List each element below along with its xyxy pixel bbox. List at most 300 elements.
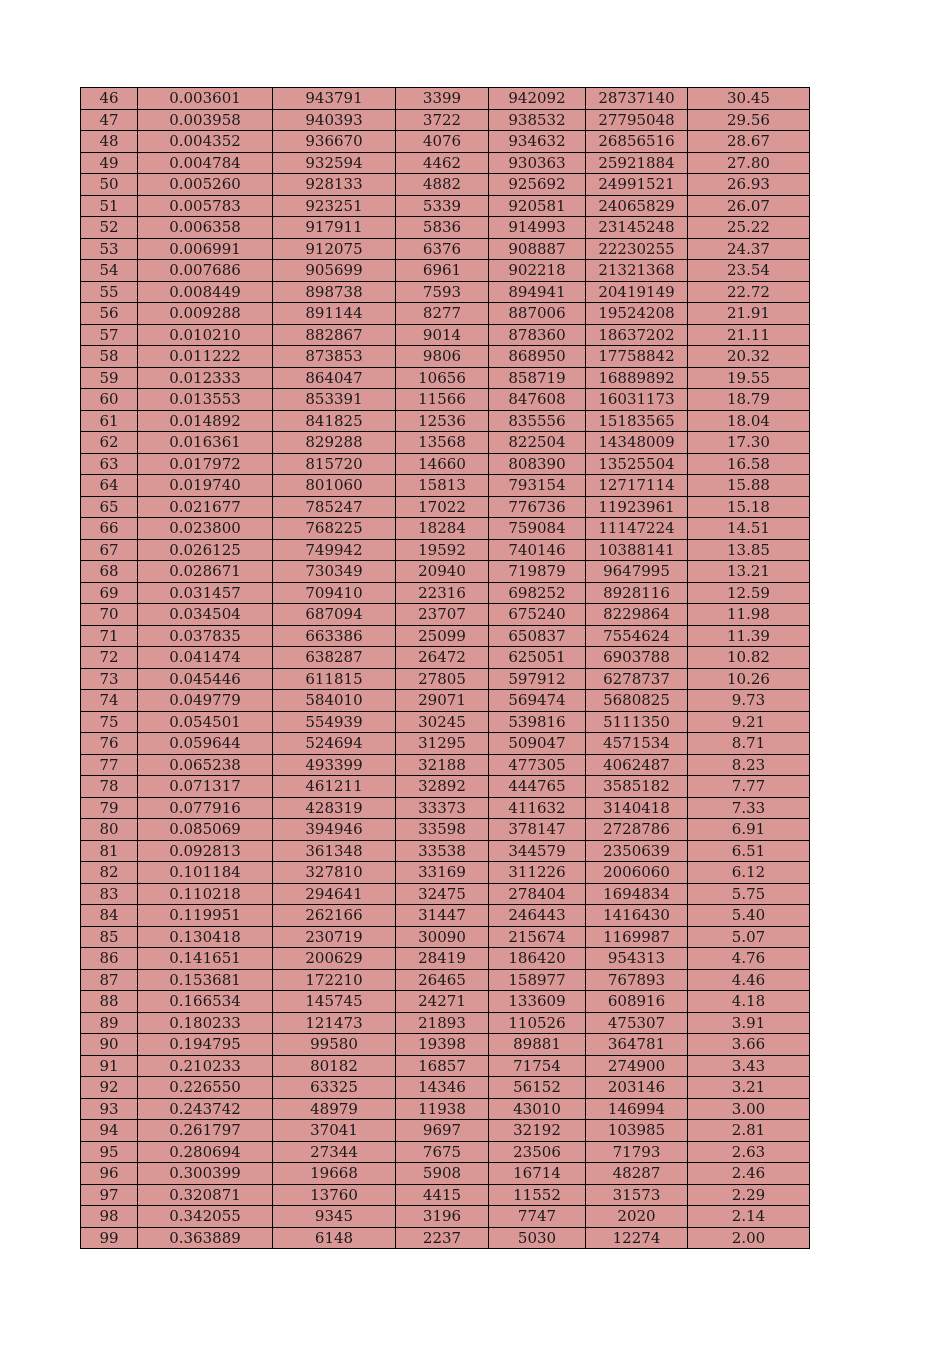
person-years-cell: 477305	[489, 754, 586, 776]
probability-cell: 0.004784	[138, 152, 273, 174]
deaths-cell: 7593	[396, 281, 489, 303]
age-cell: 51	[81, 195, 138, 217]
survivors-cell: 663386	[273, 625, 396, 647]
table-row	[81, 539, 810, 561]
deaths-cell: 26465	[396, 969, 489, 991]
deaths-cell: 15813	[396, 475, 489, 497]
probability-cell: 0.071317	[138, 776, 273, 798]
deaths-cell: 11938	[396, 1098, 489, 1120]
survivors-cell: 27344	[273, 1141, 396, 1163]
table-row	[81, 625, 810, 647]
deaths-cell: 9697	[396, 1120, 489, 1142]
age-cell: 52	[81, 217, 138, 239]
life-expectancy-cell: 3.21	[688, 1077, 810, 1099]
deaths-cell: 31447	[396, 905, 489, 927]
survivors-cell: 912075	[273, 238, 396, 260]
person-years-cell: 539816	[489, 711, 586, 733]
life-expectancy-cell: 20.32	[688, 346, 810, 368]
deaths-cell: 4076	[396, 131, 489, 153]
total-person-years-cell: 8229864	[586, 604, 688, 626]
table-row	[81, 475, 810, 497]
table-body	[81, 88, 810, 1249]
table-row	[81, 905, 810, 927]
table-row	[81, 195, 810, 217]
survivors-cell: 936670	[273, 131, 396, 153]
probability-cell: 0.021677	[138, 496, 273, 518]
life-expectancy-cell: 10.82	[688, 647, 810, 669]
deaths-cell: 16857	[396, 1055, 489, 1077]
table-row	[81, 303, 810, 325]
age-cell: 61	[81, 410, 138, 432]
person-years-cell: 411632	[489, 797, 586, 819]
survivors-cell: 262166	[273, 905, 396, 927]
table-row	[81, 432, 810, 454]
life-expectancy-cell: 15.18	[688, 496, 810, 518]
survivors-cell: 37041	[273, 1120, 396, 1142]
deaths-cell: 33373	[396, 797, 489, 819]
table-row	[81, 88, 810, 110]
table-row	[81, 1184, 810, 1206]
person-years-cell: 808390	[489, 453, 586, 475]
survivors-cell: 230719	[273, 926, 396, 948]
age-cell: 72	[81, 647, 138, 669]
life-expectancy-cell: 9.73	[688, 690, 810, 712]
age-cell: 65	[81, 496, 138, 518]
deaths-cell: 8277	[396, 303, 489, 325]
probability-cell: 0.005783	[138, 195, 273, 217]
probability-cell: 0.023800	[138, 518, 273, 540]
life-expectancy-cell: 2.14	[688, 1206, 810, 1228]
table-row	[81, 991, 810, 1013]
total-person-years-cell: 24991521	[586, 174, 688, 196]
deaths-cell: 9014	[396, 324, 489, 346]
person-years-cell: 278404	[489, 883, 586, 905]
table-row	[81, 324, 810, 346]
deaths-cell: 10656	[396, 367, 489, 389]
probability-cell: 0.031457	[138, 582, 273, 604]
age-cell: 92	[81, 1077, 138, 1099]
age-cell: 89	[81, 1012, 138, 1034]
age-cell: 82	[81, 862, 138, 884]
probability-cell: 0.014892	[138, 410, 273, 432]
table-row	[81, 496, 810, 518]
survivors-cell: 394946	[273, 819, 396, 841]
table-row	[81, 1206, 810, 1228]
survivors-cell: 48979	[273, 1098, 396, 1120]
total-person-years-cell: 13525504	[586, 453, 688, 475]
table-row	[81, 690, 810, 712]
person-years-cell: 509047	[489, 733, 586, 755]
life-expectancy-cell: 23.54	[688, 260, 810, 282]
age-cell: 53	[81, 238, 138, 260]
person-years-cell: 378147	[489, 819, 586, 841]
survivors-cell: 145745	[273, 991, 396, 1013]
person-years-cell: 246443	[489, 905, 586, 927]
person-years-cell: 133609	[489, 991, 586, 1013]
life-expectancy-cell: 22.72	[688, 281, 810, 303]
total-person-years-cell: 1169987	[586, 926, 688, 948]
total-person-years-cell: 12717114	[586, 475, 688, 497]
person-years-cell: 894941	[489, 281, 586, 303]
deaths-cell: 20940	[396, 561, 489, 583]
person-years-cell: 311226	[489, 862, 586, 884]
person-years-cell: 878360	[489, 324, 586, 346]
survivors-cell: 584010	[273, 690, 396, 712]
life-expectancy-cell: 5.07	[688, 926, 810, 948]
survivors-cell: 917911	[273, 217, 396, 239]
survivors-cell: 13760	[273, 1184, 396, 1206]
probability-cell: 0.101184	[138, 862, 273, 884]
life-expectancy-cell: 18.79	[688, 389, 810, 411]
probability-cell: 0.006358	[138, 217, 273, 239]
table-row	[81, 711, 810, 733]
age-cell: 66	[81, 518, 138, 540]
probability-cell: 0.004352	[138, 131, 273, 153]
probability-cell: 0.005260	[138, 174, 273, 196]
age-cell: 84	[81, 905, 138, 927]
table-row	[81, 281, 810, 303]
table-row	[81, 819, 810, 841]
total-person-years-cell: 6903788	[586, 647, 688, 669]
age-cell: 87	[81, 969, 138, 991]
survivors-cell: 294641	[273, 883, 396, 905]
survivors-cell: 172210	[273, 969, 396, 991]
total-person-years-cell: 3140418	[586, 797, 688, 819]
deaths-cell: 6961	[396, 260, 489, 282]
person-years-cell: 925692	[489, 174, 586, 196]
age-cell: 91	[81, 1055, 138, 1077]
total-person-years-cell: 7554624	[586, 625, 688, 647]
probability-cell: 0.085069	[138, 819, 273, 841]
life-expectancy-cell: 12.59	[688, 582, 810, 604]
deaths-cell: 19398	[396, 1034, 489, 1056]
survivors-cell: 121473	[273, 1012, 396, 1034]
survivors-cell: 801060	[273, 475, 396, 497]
life-expectancy-cell: 3.91	[688, 1012, 810, 1034]
total-person-years-cell: 21321368	[586, 260, 688, 282]
deaths-cell: 33538	[396, 840, 489, 862]
life-expectancy-cell: 10.26	[688, 668, 810, 690]
life-table-sheet	[80, 87, 810, 1249]
table-row	[81, 389, 810, 411]
probability-cell: 0.017972	[138, 453, 273, 475]
age-cell: 71	[81, 625, 138, 647]
survivors-cell: 943791	[273, 88, 396, 110]
deaths-cell: 33598	[396, 819, 489, 841]
person-years-cell: 759084	[489, 518, 586, 540]
survivors-cell: 9345	[273, 1206, 396, 1228]
survivors-cell: 768225	[273, 518, 396, 540]
survivors-cell: 864047	[273, 367, 396, 389]
deaths-cell: 4882	[396, 174, 489, 196]
person-years-cell: 43010	[489, 1098, 586, 1120]
life-expectancy-cell: 5.75	[688, 883, 810, 905]
probability-cell: 0.363889	[138, 1227, 273, 1249]
table-row	[81, 346, 810, 368]
age-cell: 78	[81, 776, 138, 798]
survivors-cell: 200629	[273, 948, 396, 970]
total-person-years-cell: 274900	[586, 1055, 688, 1077]
person-years-cell: 938532	[489, 109, 586, 131]
person-years-cell: 698252	[489, 582, 586, 604]
total-person-years-cell: 16889892	[586, 367, 688, 389]
life-expectancy-cell: 9.21	[688, 711, 810, 733]
age-cell: 77	[81, 754, 138, 776]
age-cell: 90	[81, 1034, 138, 1056]
life-expectancy-cell: 3.66	[688, 1034, 810, 1056]
person-years-cell: 215674	[489, 926, 586, 948]
probability-cell: 0.041474	[138, 647, 273, 669]
probability-cell: 0.009288	[138, 303, 273, 325]
survivors-cell: 841825	[273, 410, 396, 432]
age-cell: 60	[81, 389, 138, 411]
life-expectancy-cell: 2.63	[688, 1141, 810, 1163]
age-cell: 67	[81, 539, 138, 561]
total-person-years-cell: 475307	[586, 1012, 688, 1034]
life-expectancy-cell: 18.04	[688, 410, 810, 432]
table-row	[81, 174, 810, 196]
probability-cell: 0.300399	[138, 1163, 273, 1185]
table-row	[81, 840, 810, 862]
probability-cell: 0.034504	[138, 604, 273, 626]
table-row	[81, 1034, 810, 1056]
total-person-years-cell: 14348009	[586, 432, 688, 454]
life-expectancy-cell: 29.56	[688, 109, 810, 131]
total-person-years-cell: 71793	[586, 1141, 688, 1163]
table-row	[81, 948, 810, 970]
survivors-cell: 923251	[273, 195, 396, 217]
age-cell: 95	[81, 1141, 138, 1163]
total-person-years-cell: 17758842	[586, 346, 688, 368]
life-expectancy-cell: 6.12	[688, 862, 810, 884]
life-expectancy-cell: 16.58	[688, 453, 810, 475]
deaths-cell: 14660	[396, 453, 489, 475]
probability-cell: 0.049779	[138, 690, 273, 712]
survivors-cell: 891144	[273, 303, 396, 325]
total-person-years-cell: 146994	[586, 1098, 688, 1120]
table-row	[81, 1163, 810, 1185]
deaths-cell: 6376	[396, 238, 489, 260]
person-years-cell: 597912	[489, 668, 586, 690]
total-person-years-cell: 1416430	[586, 905, 688, 927]
life-expectancy-cell: 21.91	[688, 303, 810, 325]
probability-cell: 0.110218	[138, 883, 273, 905]
life-expectancy-cell: 7.77	[688, 776, 810, 798]
survivors-cell: 940393	[273, 109, 396, 131]
deaths-cell: 30090	[396, 926, 489, 948]
person-years-cell: 835556	[489, 410, 586, 432]
table-row	[81, 733, 810, 755]
total-person-years-cell: 2350639	[586, 840, 688, 862]
person-years-cell: 908887	[489, 238, 586, 260]
survivors-cell: 928133	[273, 174, 396, 196]
person-years-cell: 650837	[489, 625, 586, 647]
survivors-cell: 428319	[273, 797, 396, 819]
deaths-cell: 23707	[396, 604, 489, 626]
table-row	[81, 582, 810, 604]
life-expectancy-cell: 8.71	[688, 733, 810, 755]
age-cell: 88	[81, 991, 138, 1013]
total-person-years-cell: 1694834	[586, 883, 688, 905]
deaths-cell: 13568	[396, 432, 489, 454]
age-cell: 85	[81, 926, 138, 948]
deaths-cell: 32475	[396, 883, 489, 905]
table-row	[81, 260, 810, 282]
life-expectancy-cell: 25.22	[688, 217, 810, 239]
probability-cell: 0.059644	[138, 733, 273, 755]
person-years-cell: 920581	[489, 195, 586, 217]
survivors-cell: 524694	[273, 733, 396, 755]
age-cell: 79	[81, 797, 138, 819]
deaths-cell: 18284	[396, 518, 489, 540]
age-cell: 94	[81, 1120, 138, 1142]
total-person-years-cell: 26856516	[586, 131, 688, 153]
total-person-years-cell: 2020	[586, 1206, 688, 1228]
probability-cell: 0.261797	[138, 1120, 273, 1142]
deaths-cell: 25099	[396, 625, 489, 647]
probability-cell: 0.037835	[138, 625, 273, 647]
life-expectancy-cell: 21.11	[688, 324, 810, 346]
probability-cell: 0.194795	[138, 1034, 273, 1056]
life-expectancy-cell: 13.21	[688, 561, 810, 583]
survivors-cell: 905699	[273, 260, 396, 282]
person-years-cell: 822504	[489, 432, 586, 454]
life-expectancy-cell: 14.51	[688, 518, 810, 540]
table-row	[81, 754, 810, 776]
life-expectancy-cell: 5.40	[688, 905, 810, 927]
total-person-years-cell: 203146	[586, 1077, 688, 1099]
survivors-cell: 6148	[273, 1227, 396, 1249]
table-row	[81, 776, 810, 798]
table-row	[81, 453, 810, 475]
total-person-years-cell: 48287	[586, 1163, 688, 1185]
total-person-years-cell: 2728786	[586, 819, 688, 841]
survivors-cell: 80182	[273, 1055, 396, 1077]
person-years-cell: 32192	[489, 1120, 586, 1142]
probability-cell: 0.092813	[138, 840, 273, 862]
total-person-years-cell: 5680825	[586, 690, 688, 712]
person-years-cell: 344579	[489, 840, 586, 862]
probability-cell: 0.280694	[138, 1141, 273, 1163]
survivors-cell: 461211	[273, 776, 396, 798]
deaths-cell: 26472	[396, 647, 489, 669]
probability-cell: 0.011222	[138, 346, 273, 368]
survivors-cell: 19668	[273, 1163, 396, 1185]
life-expectancy-cell: 4.18	[688, 991, 810, 1013]
person-years-cell: 110526	[489, 1012, 586, 1034]
probability-cell: 0.065238	[138, 754, 273, 776]
total-person-years-cell: 25921884	[586, 152, 688, 174]
deaths-cell: 7675	[396, 1141, 489, 1163]
table-row	[81, 217, 810, 239]
total-person-years-cell: 22230255	[586, 238, 688, 260]
person-years-cell: 868950	[489, 346, 586, 368]
age-cell: 99	[81, 1227, 138, 1249]
survivors-cell: 898738	[273, 281, 396, 303]
person-years-cell: 942092	[489, 88, 586, 110]
deaths-cell: 19592	[396, 539, 489, 561]
survivors-cell: 554939	[273, 711, 396, 733]
total-person-years-cell: 18637202	[586, 324, 688, 346]
age-cell: 55	[81, 281, 138, 303]
life-expectancy-cell: 11.39	[688, 625, 810, 647]
probability-cell: 0.166534	[138, 991, 273, 1013]
deaths-cell: 14346	[396, 1077, 489, 1099]
total-person-years-cell: 20419149	[586, 281, 688, 303]
deaths-cell: 2237	[396, 1227, 489, 1249]
life-expectancy-cell: 11.98	[688, 604, 810, 626]
survivors-cell: 361348	[273, 840, 396, 862]
age-cell: 49	[81, 152, 138, 174]
survivors-cell: 829288	[273, 432, 396, 454]
age-cell: 56	[81, 303, 138, 325]
person-years-cell: 902218	[489, 260, 586, 282]
survivors-cell: 99580	[273, 1034, 396, 1056]
total-person-years-cell: 11147224	[586, 518, 688, 540]
person-years-cell: 71754	[489, 1055, 586, 1077]
survivors-cell: 815720	[273, 453, 396, 475]
person-years-cell: 5030	[489, 1227, 586, 1249]
table-row	[81, 647, 810, 669]
age-cell: 96	[81, 1163, 138, 1185]
table-row	[81, 862, 810, 884]
person-years-cell: 675240	[489, 604, 586, 626]
probability-cell: 0.320871	[138, 1184, 273, 1206]
total-person-years-cell: 31573	[586, 1184, 688, 1206]
deaths-cell: 3196	[396, 1206, 489, 1228]
table-row	[81, 883, 810, 905]
person-years-cell: 776736	[489, 496, 586, 518]
probability-cell: 0.010210	[138, 324, 273, 346]
total-person-years-cell: 16031173	[586, 389, 688, 411]
person-years-cell: 847608	[489, 389, 586, 411]
life-expectancy-cell: 2.29	[688, 1184, 810, 1206]
probability-cell: 0.045446	[138, 668, 273, 690]
deaths-cell: 32188	[396, 754, 489, 776]
life-expectancy-cell: 15.88	[688, 475, 810, 497]
age-cell: 47	[81, 109, 138, 131]
probability-cell: 0.012333	[138, 367, 273, 389]
table-row	[81, 367, 810, 389]
table-row	[81, 152, 810, 174]
probability-cell: 0.016361	[138, 432, 273, 454]
survivors-cell: 327810	[273, 862, 396, 884]
age-cell: 80	[81, 819, 138, 841]
deaths-cell: 5908	[396, 1163, 489, 1185]
survivors-cell: 882867	[273, 324, 396, 346]
age-cell: 62	[81, 432, 138, 454]
table-row	[81, 604, 810, 626]
life-expectancy-cell: 4.46	[688, 969, 810, 991]
probability-cell: 0.026125	[138, 539, 273, 561]
deaths-cell: 22316	[396, 582, 489, 604]
life-expectancy-cell: 2.46	[688, 1163, 810, 1185]
probability-cell: 0.028671	[138, 561, 273, 583]
probability-cell: 0.119951	[138, 905, 273, 927]
age-cell: 73	[81, 668, 138, 690]
total-person-years-cell: 28737140	[586, 88, 688, 110]
age-cell: 46	[81, 88, 138, 110]
age-cell: 97	[81, 1184, 138, 1206]
person-years-cell: 186420	[489, 948, 586, 970]
total-person-years-cell: 767893	[586, 969, 688, 991]
probability-cell: 0.243742	[138, 1098, 273, 1120]
age-cell: 76	[81, 733, 138, 755]
deaths-cell: 4415	[396, 1184, 489, 1206]
total-person-years-cell: 364781	[586, 1034, 688, 1056]
table-row	[81, 109, 810, 131]
life-expectancy-cell: 13.85	[688, 539, 810, 561]
